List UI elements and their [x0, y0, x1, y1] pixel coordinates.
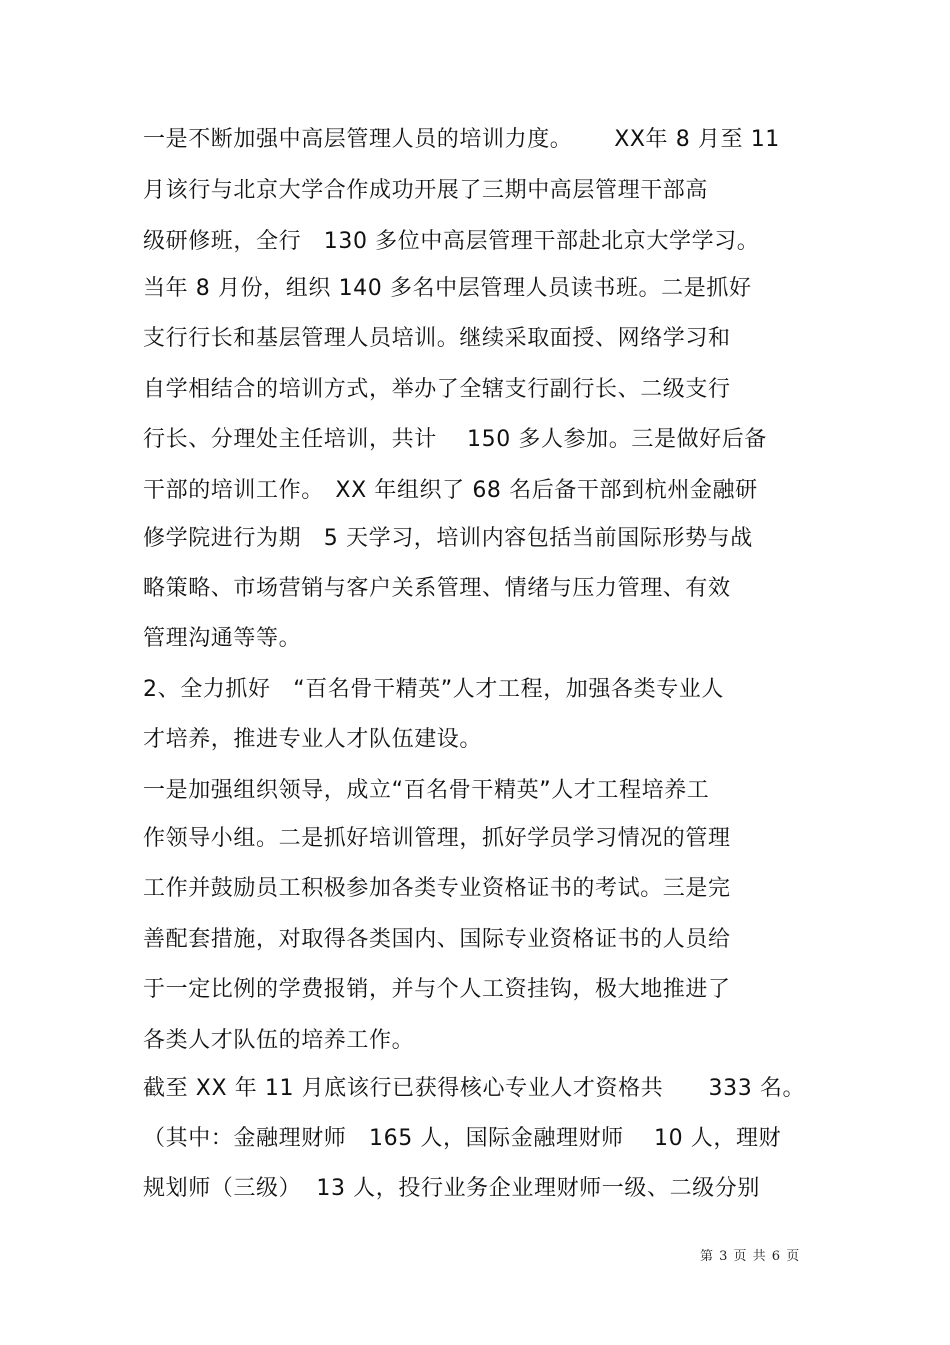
text-line: 支行行长和基层管理人员培训。继续采取面授、网络学习和 [143, 326, 731, 351]
text-line: 行长、分理处主任培训，共计 150 多人参加。三是做好后备 [143, 427, 767, 452]
text-line: 才培养，推进专业人才队伍建设。 [143, 727, 483, 752]
text-line: 月该行与北京大学合作成功开展了三期中高层管理干部高 [143, 178, 709, 203]
text-line: 一是不断加强中高层管理人员的培训力度。 XX年 8 月至 11 [143, 127, 780, 152]
text-line: 修学院进行为期 5 天学习，培训内容包括当前国际形势与战 [143, 526, 753, 551]
text-line: 2、全力抓好 “百名骨干精英”人才工程，加强各类专业人 [143, 677, 724, 702]
text-line: 于一定比例的学费报销，并与个人工资挂钩，极大地推进了 [143, 977, 731, 1002]
text-line: 当年 8 月份，组织 140 多名中层管理人员读书班。二是抓好 [143, 276, 752, 301]
text-line: 作领导小组。二是抓好培训管理，抓好学员学习情况的管理 [143, 826, 731, 851]
text-line: 截至 XX 年 11 月底该行已获得核心专业人才资格共 333 名。 [143, 1076, 806, 1101]
page-number: 第 3 页 共 6 页 [700, 1249, 801, 1264]
text-line: 工作并鼓励员工积极参加各类专业资格证书的考试。三是完 [143, 876, 731, 901]
text-line: 略策略、市场营销与客户关系管理、情绪与压力管理、有效 [143, 576, 731, 601]
text-line: 管理沟通等等。 [143, 626, 302, 651]
text-line: 各类人才队伍的培养工作。 [143, 1028, 415, 1053]
text-line: 干部的培训工作。 XX 年组织了 68 名后备干部到杭州金融研 [143, 478, 758, 503]
text-line: （其中：金融理财师 165 人，国际金融理财师 10 人，理财 [143, 1126, 782, 1151]
text-line: 级研修班，全行 130 多位中高层管理干部赴北京大学学习。 [143, 229, 760, 254]
text-line: 一是加强组织领导，成立“百名骨干精英”人才工程培养工 [143, 778, 710, 803]
text-line: 自学相结合的培训方式，举办了全辖支行副行长、二级支行 [143, 377, 731, 402]
text-line: 规划师（三级） 13 人，投行业务企业理财师一级、二级分别 [143, 1176, 760, 1201]
text-line: 善配套措施，对取得各类国内、国际专业资格证书的人员给 [143, 927, 731, 952]
